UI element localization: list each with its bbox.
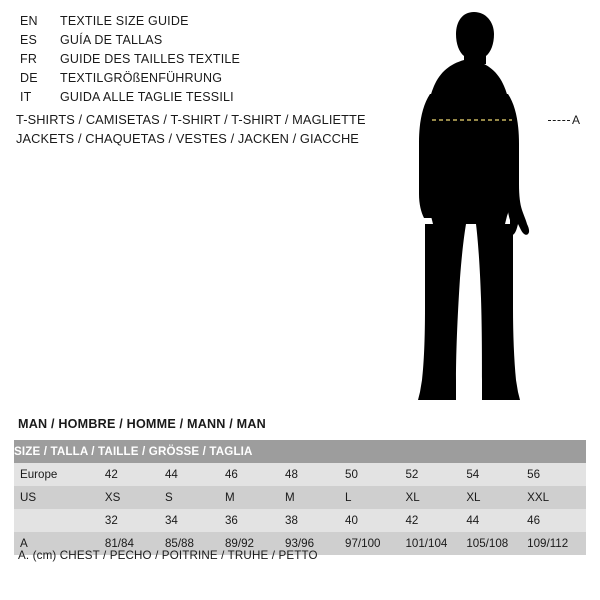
legend-language-text: GUÍA DE TALLAS: [60, 33, 163, 47]
legend-language-code: ES: [20, 33, 38, 47]
cell-value: 42: [405, 514, 419, 527]
legend-row: [20, 33, 360, 52]
cell-value: XL: [466, 491, 481, 504]
cell-value: 54: [466, 468, 480, 481]
cell-value: L: [345, 491, 352, 504]
product-category-tshirts: T-SHIRTS / CAMISETAS / T-SHIRT / T-SHIRT / MAGLIETTE: [16, 112, 366, 127]
table-header-label: SIZE / TALLA / TAILLE / GRÖSSE / TAGLIA: [14, 445, 253, 458]
legend-language-code: IT: [20, 90, 32, 104]
cell-value: 32: [104, 514, 118, 527]
cell-value: M: [285, 491, 295, 504]
table-row: [14, 509, 586, 532]
cell-value: 89/92: [224, 537, 254, 550]
cell-value: 50: [345, 468, 358, 481]
cell-value: 85/88: [164, 537, 194, 550]
cell-value: XXL: [527, 491, 550, 504]
cell-value: 44: [164, 468, 178, 481]
cell-value: 48: [285, 468, 298, 481]
cell-value: 40: [345, 514, 358, 527]
row-label: [14, 509, 103, 532]
product-categories: [16, 110, 396, 148]
legend-language-text: GUIDE DES TAILLES TEXTILE: [60, 52, 241, 66]
cell-value: 93/96: [285, 537, 315, 550]
cell-value: 81/84: [104, 537, 134, 550]
legend-row: [20, 14, 360, 33]
table-row: [14, 486, 586, 509]
legend-language-code: EN: [20, 14, 38, 28]
measure-label-a: A: [572, 113, 581, 127]
cell-value: XS: [104, 491, 121, 504]
measure-pointer-line: [548, 120, 570, 122]
cell-value: XL: [405, 491, 420, 504]
body-silhouette-figure: [400, 8, 600, 408]
cell-value: 46: [527, 514, 541, 527]
cell-value: 109/112: [527, 537, 569, 550]
cell-value: 56: [527, 468, 541, 481]
legend-language-text: GUIDA ALLE TAGLIE TESSILI: [60, 90, 234, 104]
table-row: [14, 463, 586, 486]
cell-value: 36: [224, 514, 238, 527]
cell-value: M: [224, 491, 235, 504]
legend-row: [20, 90, 360, 109]
row-label: US: [20, 491, 37, 504]
cell-value: 42: [104, 468, 118, 481]
language-legend: [20, 14, 360, 109]
male-silhouette-icon: [400, 8, 600, 408]
row-label: A: [20, 537, 28, 550]
cell-value: 101/104: [405, 537, 448, 550]
row-label: Europe: [20, 468, 58, 481]
table-header-row: [14, 440, 586, 463]
legend-language-text: TEXTILGRÖßENFÜHRUNG: [60, 71, 223, 85]
table-footnote: A. (cm) CHEST / PECHO / POITRINE / TRUHE / PETTO: [18, 549, 318, 562]
cell-value: S: [164, 491, 173, 504]
cell-value: 46: [224, 468, 238, 481]
cell-value: 97/100: [345, 537, 381, 550]
cell-value: 34: [164, 514, 178, 527]
product-category-jackets: JACKETS / CHAQUETAS / VESTES / JACKEN / GIACCHE: [16, 131, 359, 146]
legend-language-code: DE: [20, 71, 38, 85]
cell-value: 44: [466, 514, 480, 527]
cell-value: 105/108: [466, 537, 509, 550]
cell-value: 52: [405, 468, 419, 481]
legend-language-text: TEXTILE SIZE GUIDE: [60, 14, 189, 28]
legend-row: [20, 71, 360, 90]
legend-language-code: FR: [20, 52, 38, 66]
section-title-man: MAN / HOMBRE / HOMME / MANN / MAN: [18, 417, 266, 431]
size-table: [14, 440, 586, 555]
legend-row: [20, 52, 360, 71]
cell-value: 38: [285, 514, 298, 527]
